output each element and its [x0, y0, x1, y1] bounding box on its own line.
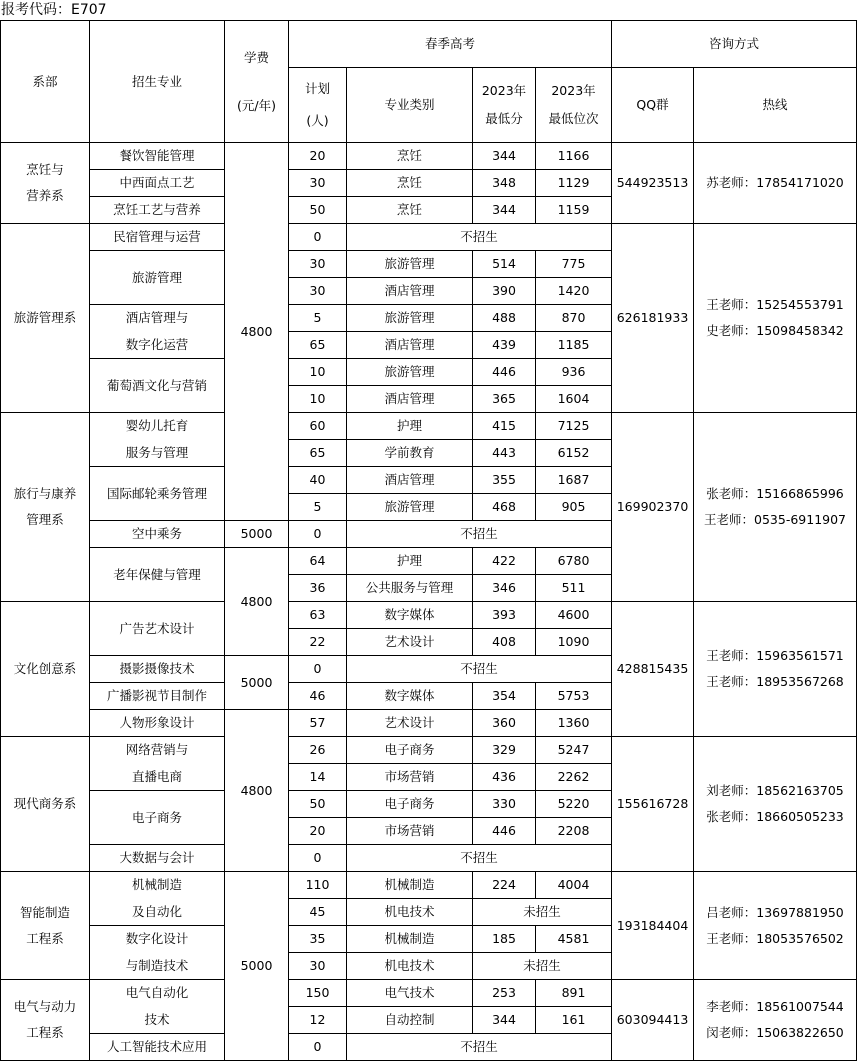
hotline-cell: 刘老师：18562163705 张老师：18660505233 [694, 737, 857, 872]
major-cell: 及自动化 [90, 899, 225, 926]
category-cell: 旅游管理 [347, 359, 473, 386]
plan-cell: 30 [289, 251, 347, 278]
major-cell: 电气自动化 [90, 980, 225, 1007]
header-major: 招生专业 [90, 21, 225, 143]
admission-table [0, 20, 857, 1061]
major-cell: 网络营销与 [90, 737, 225, 764]
major-cell: 旅游管理 [90, 251, 225, 305]
qq-cell: 169902370 [612, 413, 694, 602]
plan-cell: 45 [289, 899, 347, 926]
score-cell: 344 [473, 197, 536, 224]
rank-cell: 870 [536, 305, 612, 332]
score-cell: 354 [473, 683, 536, 710]
score-cell: 422 [473, 548, 536, 575]
rank-cell: 6780 [536, 548, 612, 575]
major-cell: 酒店管理与 [90, 305, 225, 332]
score-cell: 344 [473, 1007, 536, 1034]
major-cell: 电子商务 [90, 791, 225, 845]
rank-cell: 1420 [536, 278, 612, 305]
category-cell: 烹饪 [347, 197, 473, 224]
rank-cell: 5753 [536, 683, 612, 710]
rank-cell: 5220 [536, 791, 612, 818]
rank-cell: 1090 [536, 629, 612, 656]
rank-cell: 1185 [536, 332, 612, 359]
rank-cell: 6152 [536, 440, 612, 467]
score-cell: 446 [473, 818, 536, 845]
hotline-cell: 王老师：15254553791 史老师：15098458342 [694, 224, 857, 413]
dept-travel-health: 旅行与康养 管理系 [1, 413, 90, 602]
category-cell: 旅游管理 [347, 494, 473, 521]
rank-cell: 1166 [536, 143, 612, 170]
plan-cell: 30 [289, 953, 347, 980]
header-min-rank: 2023年 最低位次 [536, 68, 612, 143]
plan-cell: 0 [289, 224, 347, 251]
plan-cell: 46 [289, 683, 347, 710]
category-cell: 酒店管理 [347, 467, 473, 494]
header-dept: 系部 [1, 21, 90, 143]
header-hotline: 热线 [694, 68, 857, 143]
category-cell: 机械制造 [347, 872, 473, 899]
dept-intelligent-manufacturing: 智能制造 工程系 [1, 872, 90, 980]
major-cell: 机械制造 [90, 872, 225, 899]
plan-cell: 0 [289, 1034, 347, 1061]
plan-cell: 20 [289, 143, 347, 170]
score-cell: 346 [473, 575, 536, 602]
plan-cell: 5 [289, 494, 347, 521]
category-cell: 学前教育 [347, 440, 473, 467]
rank-cell: 511 [536, 575, 612, 602]
major-cell: 数字化设计 [90, 926, 225, 953]
plan-cell: 5 [289, 305, 347, 332]
category-cell: 机械制造 [347, 926, 473, 953]
rank-cell: 1604 [536, 386, 612, 413]
category-cell: 旅游管理 [347, 305, 473, 332]
rank-cell: 1129 [536, 170, 612, 197]
major-cell: 餐饮智能管理 [90, 143, 225, 170]
not-enrolled-cell: 不招生 [347, 1034, 612, 1061]
plan-cell: 60 [289, 413, 347, 440]
category-cell: 数字媒体 [347, 683, 473, 710]
category-cell: 护理 [347, 548, 473, 575]
score-cell: 393 [473, 602, 536, 629]
score-cell: 185 [473, 926, 536, 953]
rank-cell: 4581 [536, 926, 612, 953]
category-cell: 护理 [347, 413, 473, 440]
rank-cell: 891 [536, 980, 612, 1007]
qq-cell: 155616728 [612, 737, 694, 872]
category-cell: 电子商务 [347, 737, 473, 764]
score-cell: 348 [473, 170, 536, 197]
score-cell: 514 [473, 251, 536, 278]
rank-cell: 4600 [536, 602, 612, 629]
category-cell: 艺术设计 [347, 629, 473, 656]
score-cell: 344 [473, 143, 536, 170]
hotline-cell: 张老师：15166865996 王老师：0535-6911907 [694, 413, 857, 602]
plan-cell: 0 [289, 656, 347, 683]
score-cell: 439 [473, 332, 536, 359]
fee-cell: 4800 [225, 548, 289, 656]
score-cell: 408 [473, 629, 536, 656]
rank-cell: 2262 [536, 764, 612, 791]
fee-cell: 5000 [225, 521, 289, 548]
category-cell: 市场营销 [347, 764, 473, 791]
major-cell: 数字化运营 [90, 332, 225, 359]
not-enrolled-2023-cell: 未招生 [473, 899, 612, 926]
rank-cell: 1159 [536, 197, 612, 224]
score-cell: 446 [473, 359, 536, 386]
header-qq: QQ群 [612, 68, 694, 143]
major-cell: 人物形象设计 [90, 710, 225, 737]
score-cell: 443 [473, 440, 536, 467]
rank-cell: 775 [536, 251, 612, 278]
rank-cell: 5247 [536, 737, 612, 764]
major-cell: 广播影视节目制作 [90, 683, 225, 710]
qq-cell: 544923513 [612, 143, 694, 224]
rank-cell: 2208 [536, 818, 612, 845]
major-cell: 中西面点工艺 [90, 170, 225, 197]
plan-cell: 40 [289, 467, 347, 494]
rank-cell: 161 [536, 1007, 612, 1034]
category-cell: 电气技术 [347, 980, 473, 1007]
header-plan: 计划 (人) [289, 68, 347, 143]
score-cell: 355 [473, 467, 536, 494]
header-min-score: 2023年 最低分 [473, 68, 536, 143]
rank-cell: 4004 [536, 872, 612, 899]
major-cell: 技术 [90, 1007, 225, 1034]
major-cell: 葡萄酒文化与营销 [90, 359, 225, 413]
not-enrolled-cell: 不招生 [347, 521, 612, 548]
hotline-cell: 苏老师：17854171020 [694, 143, 857, 224]
qq-cell: 603094413 [612, 980, 694, 1061]
plan-cell: 35 [289, 926, 347, 953]
fee-cell: 5000 [225, 656, 289, 710]
category-cell: 机电技术 [347, 899, 473, 926]
category-cell: 机电技术 [347, 953, 473, 980]
rank-cell: 936 [536, 359, 612, 386]
plan-cell: 65 [289, 440, 347, 467]
score-cell: 330 [473, 791, 536, 818]
category-cell: 烹饪 [347, 143, 473, 170]
not-enrolled-2023-cell: 未招生 [473, 953, 612, 980]
score-cell: 329 [473, 737, 536, 764]
plan-cell: 150 [289, 980, 347, 1007]
major-cell: 大数据与会计 [90, 845, 225, 872]
rank-cell: 7125 [536, 413, 612, 440]
exam-code: 报考代码：E707 [1, 2, 107, 18]
category-cell: 酒店管理 [347, 332, 473, 359]
rank-cell: 905 [536, 494, 612, 521]
major-cell: 老年保健与管理 [90, 548, 225, 602]
major-cell: 与制造技术 [90, 953, 225, 980]
plan-cell: 36 [289, 575, 347, 602]
major-cell: 直播电商 [90, 764, 225, 791]
category-cell: 烹饪 [347, 170, 473, 197]
major-cell: 广告艺术设计 [90, 602, 225, 656]
fee-cell: 4800 [225, 710, 289, 872]
qq-cell: 626181933 [612, 224, 694, 413]
dept-culture-creative: 文化创意系 [1, 602, 90, 737]
plan-cell: 10 [289, 359, 347, 386]
plan-cell: 10 [289, 386, 347, 413]
plan-cell: 0 [289, 521, 347, 548]
score-cell: 468 [473, 494, 536, 521]
category-cell: 市场营销 [347, 818, 473, 845]
header-fee: 学费 (元/年) [225, 21, 289, 143]
qq-cell: 193184404 [612, 872, 694, 980]
major-cell: 人工智能技术应用 [90, 1034, 225, 1061]
dept-tourism: 旅游管理系 [1, 224, 90, 413]
major-cell: 空中乘务 [90, 521, 225, 548]
plan-cell: 30 [289, 170, 347, 197]
category-cell: 旅游管理 [347, 251, 473, 278]
category-cell: 艺术设计 [347, 710, 473, 737]
category-cell: 酒店管理 [347, 278, 473, 305]
dept-modern-business: 现代商务系 [1, 737, 90, 872]
category-cell: 酒店管理 [347, 386, 473, 413]
qq-cell: 428815435 [612, 602, 694, 737]
category-cell: 电子商务 [347, 791, 473, 818]
major-cell: 婴幼儿托育 [90, 413, 225, 440]
plan-cell: 14 [289, 764, 347, 791]
not-enrolled-cell: 不招生 [347, 656, 612, 683]
plan-cell: 50 [289, 791, 347, 818]
score-cell: 436 [473, 764, 536, 791]
fee-cell: 5000 [225, 872, 289, 1061]
score-cell: 365 [473, 386, 536, 413]
plan-cell: 12 [289, 1007, 347, 1034]
plan-cell: 63 [289, 602, 347, 629]
score-cell: 415 [473, 413, 536, 440]
not-enrolled-cell: 不招生 [347, 845, 612, 872]
header-category: 专业类别 [347, 68, 473, 143]
category-cell: 自动控制 [347, 1007, 473, 1034]
plan-cell: 20 [289, 818, 347, 845]
hotline-cell: 王老师：15963561571 王老师：18953567268 [694, 602, 857, 737]
major-cell: 民宿管理与运营 [90, 224, 225, 251]
plan-cell: 65 [289, 332, 347, 359]
plan-cell: 26 [289, 737, 347, 764]
hotline-cell: 李老师：18561007544 闵老师：15063822650 [694, 980, 857, 1061]
plan-cell: 110 [289, 872, 347, 899]
rank-cell: 1360 [536, 710, 612, 737]
header-consult: 咨询方式 [612, 21, 857, 68]
major-cell: 国际邮轮乘务管理 [90, 467, 225, 521]
plan-cell: 50 [289, 197, 347, 224]
score-cell: 488 [473, 305, 536, 332]
plan-cell: 22 [289, 629, 347, 656]
category-cell: 数字媒体 [347, 602, 473, 629]
rank-cell: 1687 [536, 467, 612, 494]
dept-electrical-power: 电气与动力 工程系 [1, 980, 90, 1061]
dept-culinary: 烹饪与 营养系 [1, 143, 90, 224]
major-cell: 摄影摄像技术 [90, 656, 225, 683]
score-cell: 253 [473, 980, 536, 1007]
plan-cell: 57 [289, 710, 347, 737]
score-cell: 390 [473, 278, 536, 305]
major-cell: 烹饪工艺与营养 [90, 197, 225, 224]
not-enrolled-cell: 不招生 [347, 224, 612, 251]
plan-cell: 0 [289, 845, 347, 872]
score-cell: 360 [473, 710, 536, 737]
category-cell: 公共服务与管理 [347, 575, 473, 602]
fee-cell: 4800 [225, 143, 289, 521]
header-spring: 春季高考 [289, 21, 612, 68]
major-cell: 服务与管理 [90, 440, 225, 467]
score-cell: 224 [473, 872, 536, 899]
hotline-cell: 吕老师：13697881950 王老师：18053576502 [694, 872, 857, 980]
plan-cell: 64 [289, 548, 347, 575]
plan-cell: 30 [289, 278, 347, 305]
